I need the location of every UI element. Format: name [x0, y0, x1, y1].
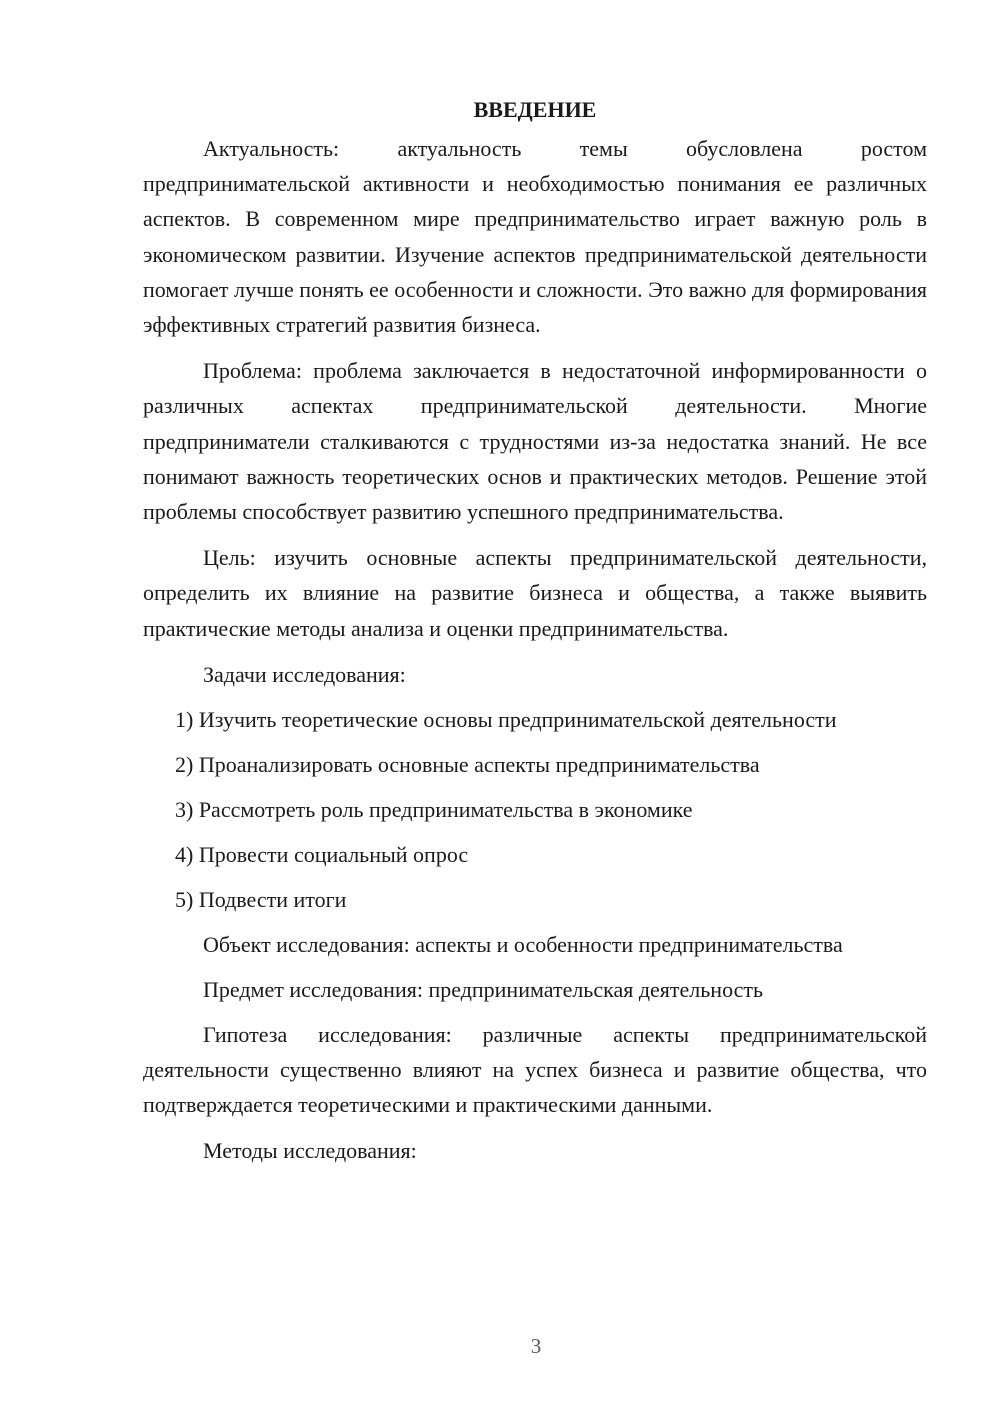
list-item: 5) Подвести итоги	[175, 886, 347, 912]
tasks-list	[143, 702, 927, 917]
page-number: 3	[530, 1334, 542, 1358]
list-item: 1) Изучить теоретические основы предпринимательской деятельности	[175, 706, 837, 732]
page-title: ВВЕДЕНИЕ	[473, 97, 597, 122]
list-item: 2) Проанализировать основные аспекты предпринимательства	[175, 751, 760, 777]
paragraph-relevance: Актуальность: актуальность темы обусловлена ростом предпринимательской активности и необходимостью понимания ее различных аспектов. В современном мире предпринимательство играет важную роль в экономическом развитии. Изучение аспектов предпринимательской деятельности помогает лучше понять ее особенности и сложности. Это важно для формирования эффективных стратегий развития бизнеса.	[143, 136, 927, 338]
list-item: 4) Провести социальный опрос	[175, 841, 469, 867]
research-subject: Предмет исследования: предпринимательская деятельность	[203, 976, 764, 1002]
tasks-heading: Задачи исследования:	[203, 661, 406, 687]
paragraph-problem: Проблема: проблема заключается в недостаточной информированности о различных аспектах предпринимательской деятельности. Многие предприниматели сталкиваются с трудностями из-за недостатка знаний. Не все понимают важность теоретических основ и практических методов. Решение этой проблемы способствует развитию успешного предпринимательства.	[143, 358, 927, 525]
paragraph-hypothesis: Гипотеза исследования: различные аспекты предпринимательской деятельности существенно влияют на успех бизнеса и развитие общества, что подтверждается теоретическими и практическими данными.	[143, 1021, 927, 1118]
document-page	[143, 95, 927, 1178]
methods-heading: Методы исследования:	[203, 1138, 417, 1164]
list-item: 3) Рассмотреть роль предпринимательства в экономике	[175, 796, 693, 822]
paragraph-goal: Цель: изучить основные аспекты предпринимательской деятельности, определить их влияние на развитие бизнеса и общества, а также выявить практические методы анализа и оценки предпринимательства.	[143, 545, 927, 641]
research-object: Объект исследования: аспекты и особенности предпринимательства	[203, 931, 843, 957]
